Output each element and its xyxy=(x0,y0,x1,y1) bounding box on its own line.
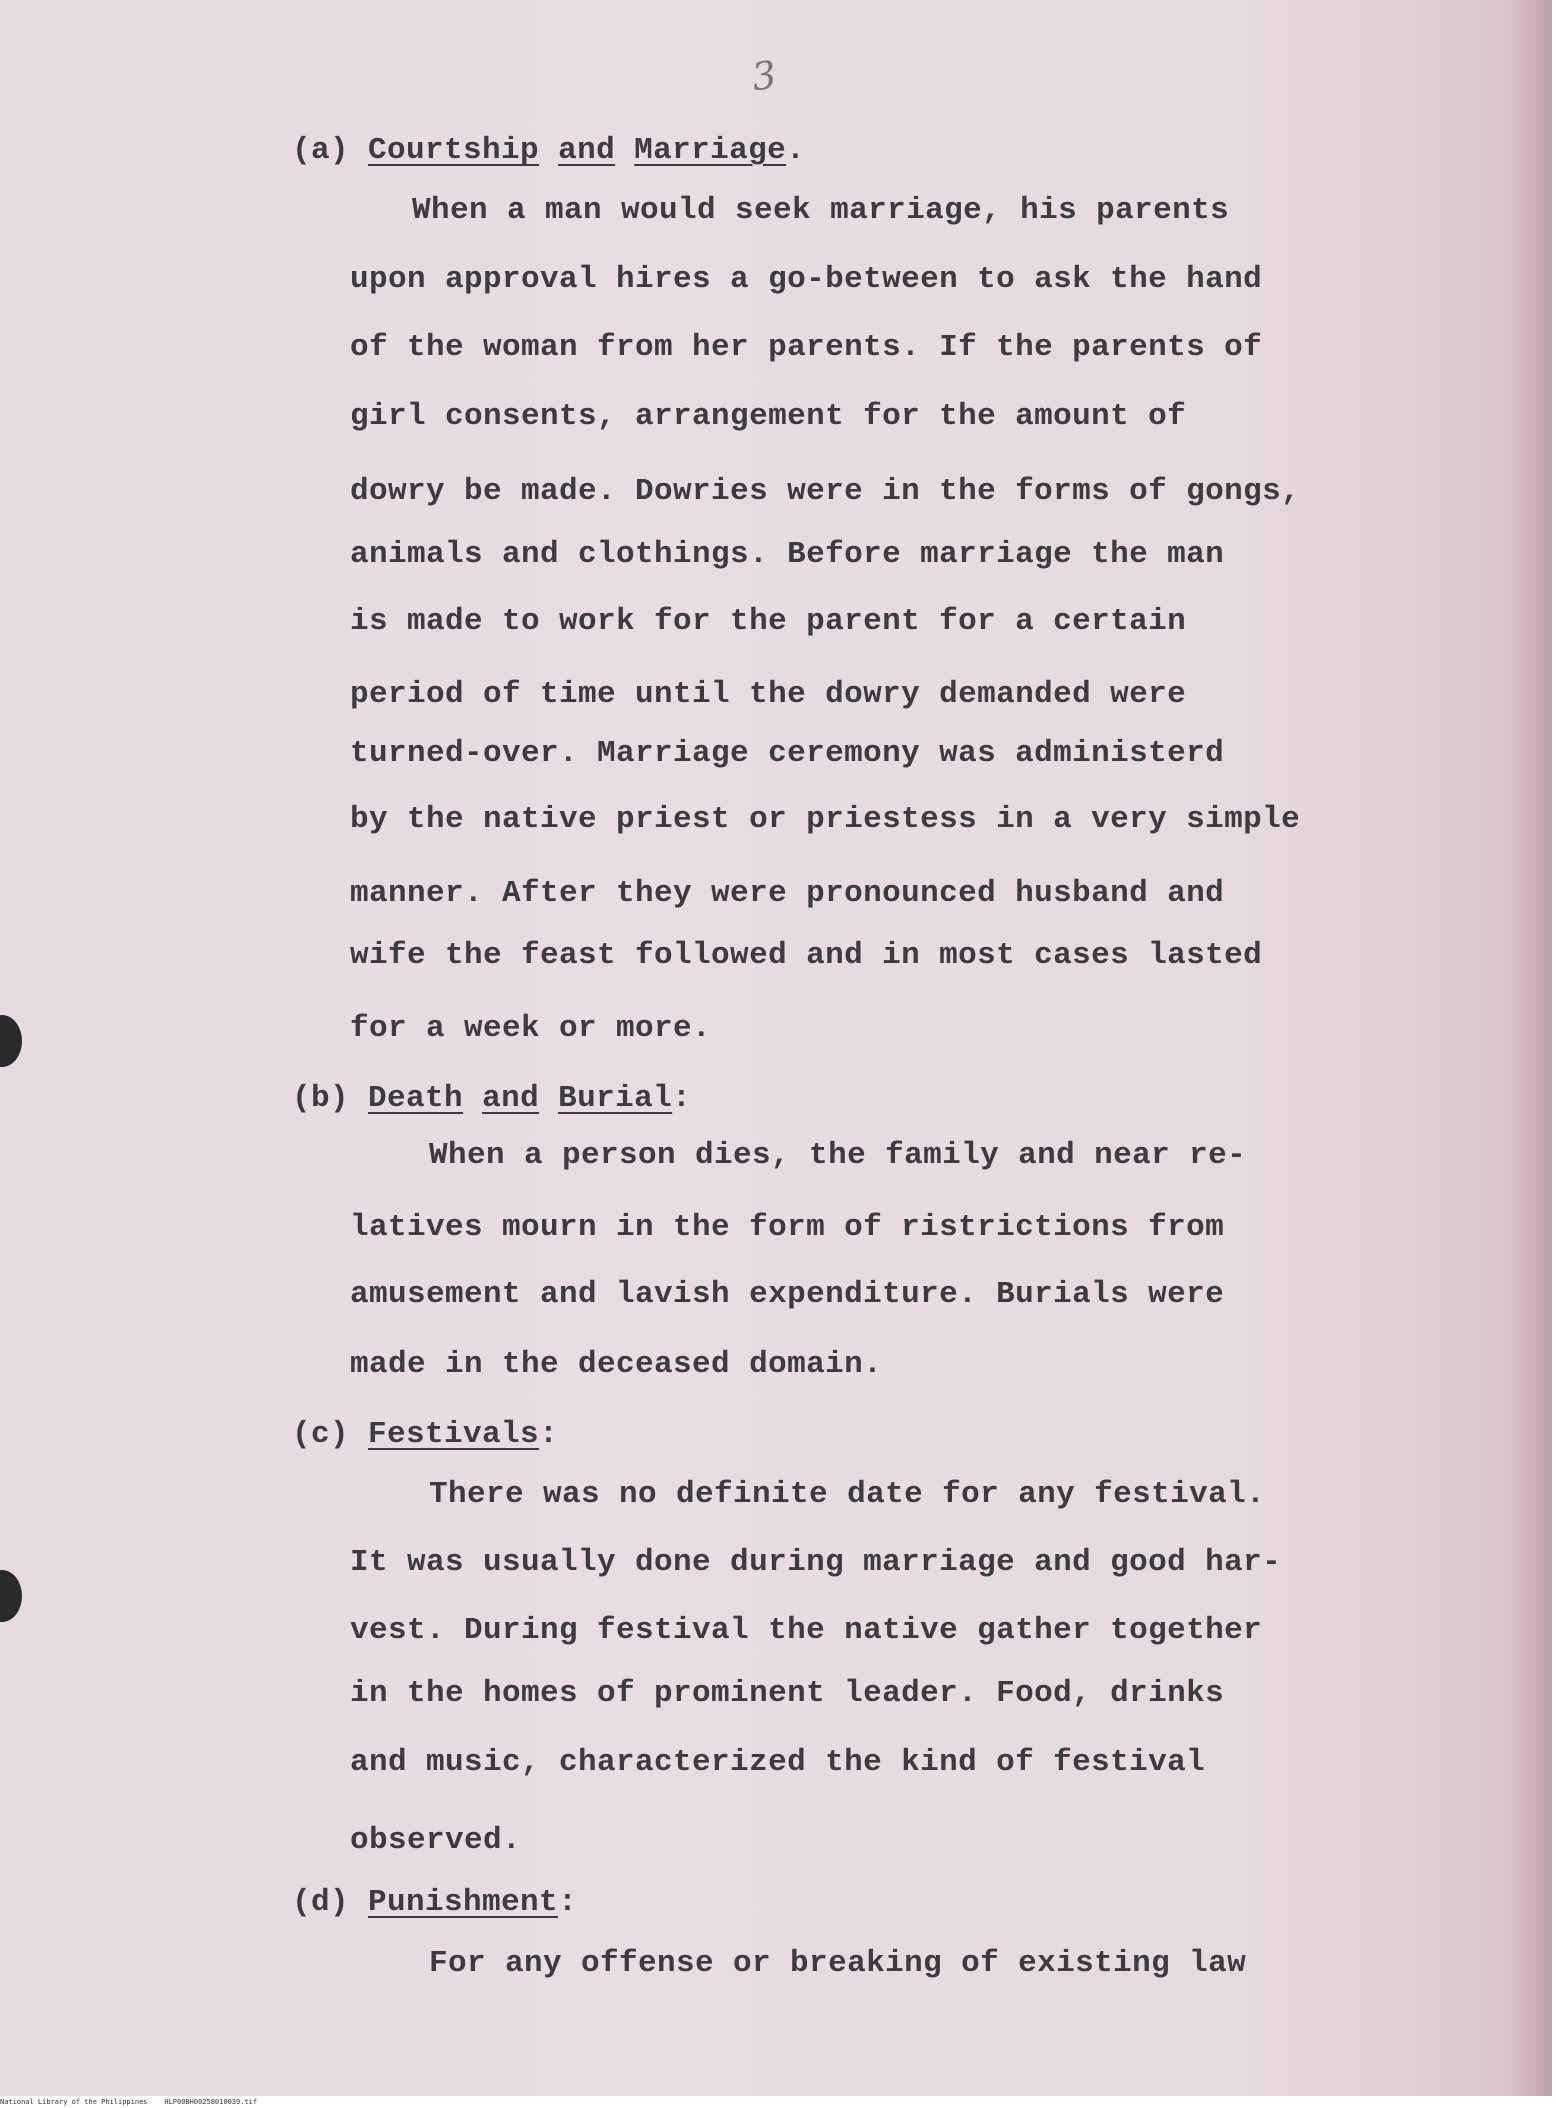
paragraph-line: turned-over. Marriage ceremony was administerd xyxy=(350,736,1225,771)
paragraph-line: manner. After they were pronounced husband and xyxy=(350,876,1225,911)
paragraph-line: observed. xyxy=(350,1823,522,1858)
paragraph-line: amusement and lavish expenditure. Burials were xyxy=(350,1277,1225,1312)
paragraph-line: When a person dies, the family and near re- xyxy=(429,1138,1247,1173)
paragraph-line: latives mourn in the form of ristrictions from xyxy=(350,1210,1225,1245)
paragraph-line: and music, characterized the kind of festival xyxy=(350,1745,1206,1780)
paragraph-line: of the woman from her parents. If the parents of xyxy=(350,330,1263,365)
paragraph-line: made in the deceased domain. xyxy=(350,1347,883,1382)
paragraph-line: is made to work for the parent for a certain xyxy=(350,604,1187,639)
paragraph-line: wife the feast followed and in most cases lasted xyxy=(350,938,1263,973)
paragraph-line: in the homes of prominent leader. Food, drinks xyxy=(350,1676,1225,1711)
paragraph-line: When a man would seek marriage, his parents xyxy=(412,193,1230,228)
paragraph-line: animals and clothings. Before marriage the man xyxy=(350,537,1225,572)
paragraph-line: vest. During festival the native gather together xyxy=(350,1613,1263,1648)
section-heading-death: (b) Death and Burial: xyxy=(292,1081,692,1116)
section-heading-festivals: (c) Festivals: xyxy=(292,1417,559,1452)
section-heading-punishment: (d) Punishment: xyxy=(292,1885,578,1920)
paragraph-line: by the native priest or priestess in a very simple xyxy=(350,802,1301,837)
paragraph-line: It was usually done during marriage and good har- xyxy=(350,1545,1282,1580)
paragraph-line: for a week or more. xyxy=(350,1011,712,1046)
paragraph-line: dowry be made. Dowries were in the forms of gongs, xyxy=(350,474,1301,509)
page-edge-shadow xyxy=(1506,0,1552,2096)
scan-footer: National Library of the Philippines HLP00BH00258010039.tif xyxy=(0,2098,258,2106)
page-number: 3 xyxy=(749,52,780,100)
paragraph-line: There was no definite date for any festival. xyxy=(429,1477,1266,1512)
section-heading-courtship: (a) Courtship and Marriage. xyxy=(292,133,806,168)
paragraph-line: period of time until the dowry demanded were xyxy=(350,677,1187,712)
paragraph-line: upon approval hires a go-between to ask the hand xyxy=(350,262,1263,297)
paragraph-line: For any offense or breaking of existing law xyxy=(429,1946,1247,1981)
punch-hole xyxy=(0,1015,22,1067)
punch-hole xyxy=(0,1570,22,1622)
paragraph-line: girl consents, arrangement for the amount of xyxy=(350,399,1187,434)
